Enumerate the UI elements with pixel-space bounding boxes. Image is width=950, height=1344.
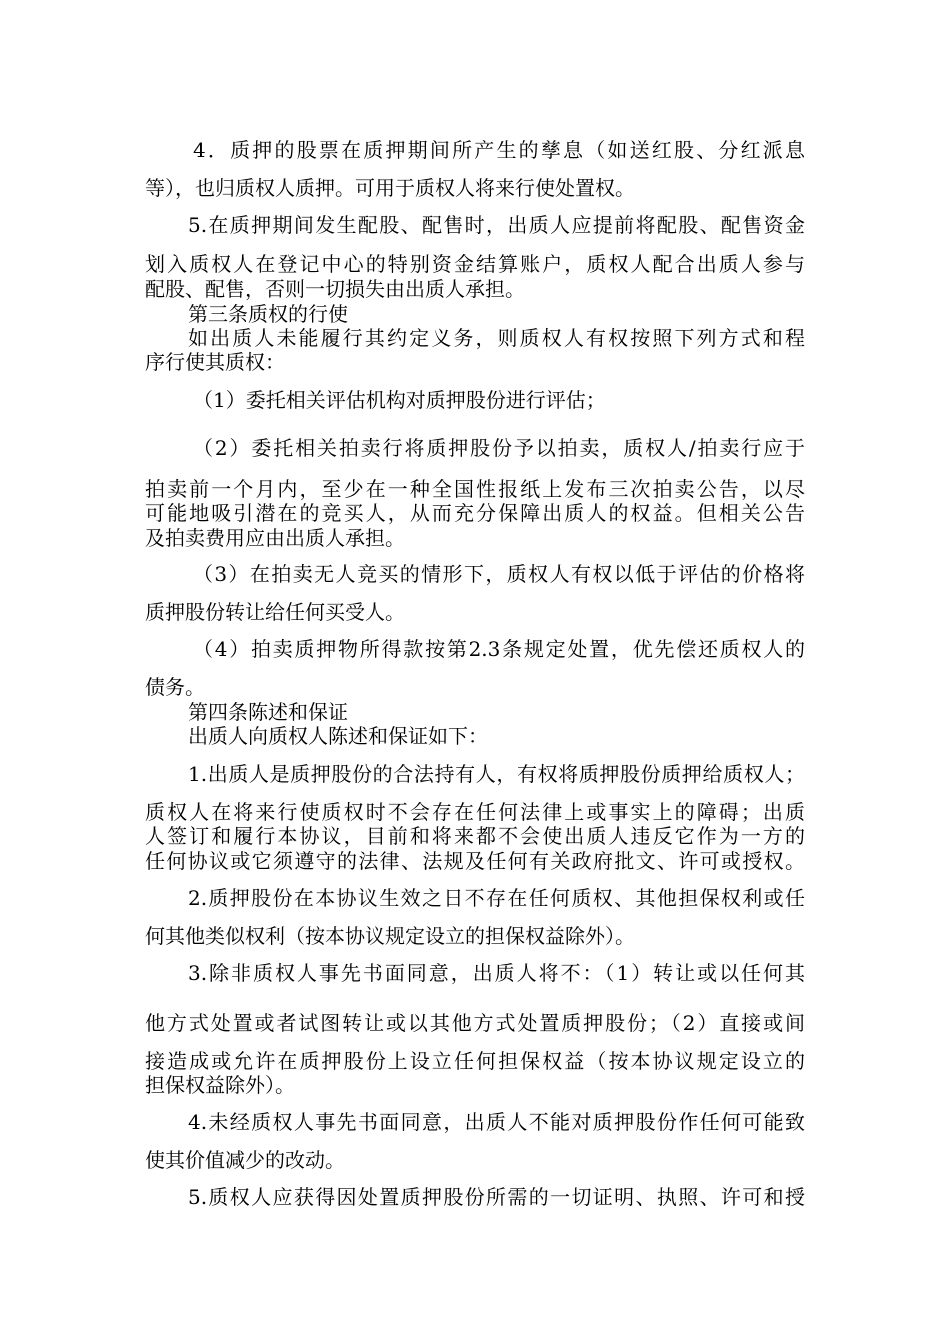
paragraph-line: 4.未经质权人事先书面同意，出质人不能对质押股份作任何可能致: [188, 1110, 805, 1134]
list-item-line: （1）委托相关评估机构对质押股份进行评估；: [193, 388, 606, 412]
paragraph-line: 1.出质人是质押股份的合法持有人，有权将质押股份质押给质权人；: [188, 762, 805, 786]
paragraph-line: 序行使其质权：: [145, 350, 285, 374]
paragraph-line: 5.在质押期间发生配股、配售时，出质人应提前将配股、配售资金: [188, 213, 805, 237]
paragraph-line: 如出质人未能履行其约定义务，则质权人有权按照下列方式和程: [188, 326, 805, 350]
list-item-line: （2）委托相关拍卖行将质押股份予以拍卖，质权人/拍卖行应于: [193, 436, 805, 460]
paragraph-line: 质权人在将来行使质权时不会存在任何法律上或事实上的障碍；出质: [145, 800, 805, 824]
list-item-line: 可能地吸引潜在的竞买人，从而充分保障出质人的权益。但相关公告: [145, 501, 805, 525]
paragraph-line: 任何协议或它须遵守的法律、法规及任何有关政府批文、许可或授权。: [145, 849, 805, 873]
list-item-line: 债务。: [145, 675, 205, 699]
paragraph-line: 配股、配售，否则一切损失由出质人承担。: [145, 277, 525, 301]
paragraph-line: 等），也归质权人质押。可用于质权人将来行使处置权。: [145, 176, 635, 200]
paragraph-line: 5.质权人应获得因处置质押股份所需的一切证明、执照、许可和授: [188, 1185, 805, 1209]
paragraph-line: 人签订和履行本协议，目前和将来都不会使出质人违反它作为一方的: [145, 824, 805, 848]
paragraph-line: 出质人向质权人陈述和保证如下：: [188, 724, 488, 748]
section-heading: 第四条陈述和保证: [188, 700, 348, 724]
paragraph-line: 3.除非质权人事先书面同意，出质人将不：（1）转让或以任何其: [188, 961, 805, 985]
list-item-line: （3）在拍卖无人竞买的情形下，质权人有权以低于评估的价格将: [193, 562, 805, 586]
list-item-line: （4）拍卖质押物所得款按第2.3条规定处置，优先偿还质权人的: [193, 637, 805, 661]
paragraph-line: 划入质权人在登记中心的特别资金结算账户，质权人配合出质人参与: [145, 252, 805, 276]
paragraph-line: 接造成或允许在质押股份上设立任何担保权益（按本协议规定设立的: [145, 1049, 805, 1073]
paragraph-line: 他方式处置或者试图转让或以其他方式处置质押股份；（2）直接或间: [145, 1011, 805, 1035]
paragraph-line: 2.质押股份在本协议生效之日不存在任何质权、其他担保权利或任: [188, 886, 805, 910]
paragraph-line: 使其价值减少的改动。: [145, 1148, 345, 1172]
list-item-line: 质押股份转让给任何买受人。: [145, 600, 405, 624]
paragraph-line: 4．质押的股票在质押期间所产生的孳息（如送红股、分红派息: [193, 138, 805, 162]
list-item-line: 及拍卖费用应由出质人承担。: [145, 526, 405, 550]
paragraph-line: 何其他类似权利（按本协议规定设立的担保权益除外）。: [145, 924, 635, 948]
paragraph-line: 担保权益除外）。: [145, 1073, 295, 1097]
section-heading: 第三条质权的行使: [188, 302, 348, 326]
list-item-line: 拍卖前一个月内，至少在一种全国性报纸上发布三次拍卖公告，以尽: [145, 477, 805, 501]
